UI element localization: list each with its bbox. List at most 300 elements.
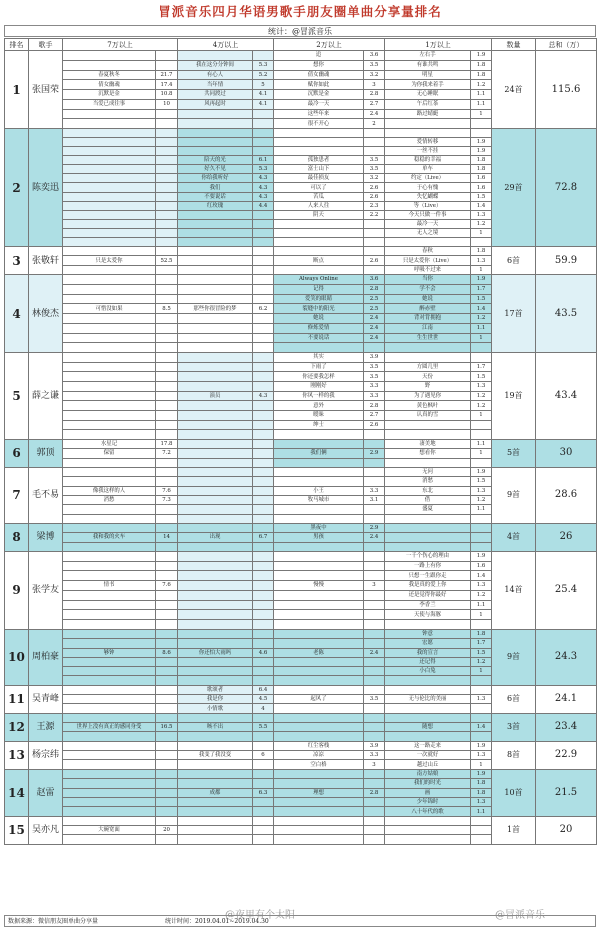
song-title (63, 401, 156, 411)
song-title: 随想 (385, 723, 471, 732)
song-title (63, 779, 156, 788)
song-title (63, 247, 156, 256)
song-title: 想看你 (385, 449, 471, 458)
song-value (156, 165, 178, 174)
song-value (156, 788, 178, 797)
share-total: 24.1 (536, 685, 597, 713)
song-title (63, 620, 156, 630)
song-title: 左右手 (385, 51, 471, 61)
song-title: 明星 (385, 70, 471, 80)
song-count: 6首 (492, 247, 536, 275)
song-title: 我们 (178, 183, 253, 192)
song-title: 最冷一天 (274, 99, 364, 109)
song-title: 只想一生跟你走 (385, 571, 471, 581)
song-title (63, 420, 156, 430)
song-title (274, 138, 364, 147)
song-value: 1 (471, 610, 492, 620)
song-title: 可惜没如果 (63, 304, 156, 314)
song-title (63, 667, 156, 676)
song-title: 理想 (274, 788, 364, 797)
song-title: 江南 (385, 323, 471, 333)
song-value: 4.3 (253, 192, 274, 201)
song-value: 1 (471, 109, 492, 119)
song-title (63, 713, 156, 722)
song-value: 2.6 (364, 420, 385, 430)
song-value: 1.8 (471, 247, 492, 256)
song-value (253, 581, 274, 591)
song-value: 3.3 (364, 486, 385, 495)
rank-cell: 10 (5, 629, 29, 685)
song-value (471, 420, 492, 430)
song-title: 我们俩 (274, 449, 364, 458)
song-title (274, 769, 364, 778)
song-value: 8.6 (156, 648, 178, 657)
song-title: 画 (385, 788, 471, 797)
song-title (63, 192, 156, 201)
song-value (364, 129, 385, 138)
song-title: 陪天的光 (178, 156, 253, 165)
song-title: 想你 (274, 60, 364, 70)
song-title: 老陈 (274, 648, 364, 657)
song-value: 1.4 (471, 571, 492, 581)
song-value (471, 620, 492, 630)
song-value: 1.3 (471, 797, 492, 806)
song-value (253, 228, 274, 237)
song-title (63, 362, 156, 372)
header-row (5, 39, 597, 51)
song-value: 1 (471, 667, 492, 676)
song-value: 1 (471, 410, 492, 420)
song-value (156, 751, 178, 760)
header-2w: 2万以上 (274, 39, 385, 51)
song-title: 刚刚好 (274, 381, 364, 391)
song-value (253, 590, 274, 600)
song-value (156, 797, 178, 806)
song-title (385, 119, 471, 129)
song-title: 可以了 (274, 183, 364, 192)
song-value (156, 294, 178, 304)
song-value (253, 275, 274, 285)
table-row (5, 685, 597, 694)
song-value: 1 (471, 228, 492, 237)
song-title (178, 219, 253, 228)
song-value (253, 779, 274, 788)
song-value (156, 704, 178, 713)
share-total: 26 (536, 523, 597, 551)
song-count: 17首 (492, 275, 536, 353)
song-value: 4.4 (253, 201, 274, 210)
song-value (156, 657, 178, 666)
song-title: 倩女幽魂 (274, 70, 364, 80)
song-title (63, 294, 156, 304)
song-title: 我是真的爱上你 (385, 581, 471, 591)
song-value (471, 713, 492, 722)
singer-name: 梁博 (29, 523, 63, 551)
song-value (156, 667, 178, 676)
song-title (274, 657, 364, 666)
song-title (274, 219, 364, 228)
song-title (178, 129, 253, 138)
song-value (156, 477, 178, 486)
song-value (364, 620, 385, 630)
song-title (274, 265, 364, 274)
singer-name: 赵雷 (29, 769, 63, 816)
song-value (253, 284, 274, 294)
song-value: 6.3 (253, 788, 274, 797)
song-title (63, 657, 156, 666)
song-title: 我在这分分钟间 (178, 60, 253, 70)
song-title (274, 551, 364, 561)
song-value (253, 620, 274, 630)
song-title (385, 533, 471, 542)
song-title (63, 807, 156, 816)
song-value: 6 (253, 751, 274, 760)
song-title (274, 676, 364, 685)
song-title (274, 514, 364, 523)
song-title (178, 779, 253, 788)
song-title: 最冷一天 (385, 219, 471, 228)
song-value: 7.6 (156, 581, 178, 591)
table-row (5, 629, 597, 638)
song-value (471, 835, 492, 844)
song-value: 7.2 (156, 449, 178, 458)
song-title: 背对背拥抱 (385, 314, 471, 324)
song-title (63, 676, 156, 685)
song-value: 1 (471, 449, 492, 458)
song-title: 于心有愧 (385, 183, 471, 192)
song-value: 5.3 (253, 60, 274, 70)
song-title: 我和我的火车 (63, 533, 156, 542)
song-value: 1 (471, 760, 492, 769)
song-title: 南方姑娘 (385, 769, 471, 778)
song-value (156, 505, 178, 514)
song-title (274, 713, 364, 722)
song-title (178, 294, 253, 304)
song-value: 1.3 (471, 581, 492, 591)
song-value (253, 732, 274, 741)
song-title: 借 (385, 495, 471, 504)
song-title: 出现 (178, 533, 253, 542)
singer-name: 张敬轩 (29, 247, 63, 275)
song-title: 小王 (274, 486, 364, 495)
song-title: 很不开心 (274, 119, 364, 129)
song-value (156, 314, 178, 324)
song-title (385, 620, 471, 630)
song-title: 成都 (178, 788, 253, 797)
song-value (156, 816, 178, 825)
song-value: 1.2 (471, 314, 492, 324)
song-value (471, 732, 492, 741)
song-title (274, 458, 364, 467)
song-value: 3.6 (364, 275, 385, 285)
rank-cell: 14 (5, 769, 29, 816)
song-title (178, 119, 253, 129)
song-value: 2.9 (364, 523, 385, 532)
song-value: 4 (253, 704, 274, 713)
song-value (253, 807, 274, 816)
song-title (178, 353, 253, 363)
share-total: 43.4 (536, 353, 597, 440)
song-title (63, 505, 156, 514)
song-title: 空白格 (274, 760, 364, 769)
song-title (274, 600, 364, 610)
song-title (274, 835, 364, 844)
song-title (63, 704, 156, 713)
page-title: 冒派音乐四月华语男歌手朋友圈单曲分享量排名 (0, 0, 600, 24)
rank-cell: 7 (5, 467, 29, 523)
song-title: 你风一样的我 (274, 391, 364, 401)
song-value: 2.7 (364, 410, 385, 420)
song-title (178, 147, 253, 156)
song-title (274, 237, 364, 246)
song-value: 3 (364, 760, 385, 769)
singer-name: 薛之谦 (29, 353, 63, 440)
song-value (156, 600, 178, 610)
song-value (253, 256, 274, 265)
song-title (178, 420, 253, 430)
song-value: 1.6 (471, 561, 492, 571)
song-value (471, 353, 492, 363)
song-title (274, 571, 364, 581)
song-value (364, 704, 385, 713)
song-value (253, 610, 274, 620)
song-title (63, 571, 156, 581)
song-value (253, 109, 274, 119)
song-value: 4.1 (253, 90, 274, 100)
song-value: 7.3 (156, 495, 178, 504)
song-value: 4.3 (253, 391, 274, 401)
stat-credit: 统计：@冒派音乐 (4, 25, 596, 37)
song-title (63, 343, 156, 353)
song-title (63, 119, 156, 129)
song-value: 3 (364, 80, 385, 90)
song-title (63, 201, 156, 210)
song-value (156, 247, 178, 256)
song-value: 1.2 (471, 590, 492, 600)
song-value (253, 561, 274, 571)
song-title: 歌颂者 (178, 685, 253, 694)
song-title (274, 542, 364, 551)
song-value: 14 (156, 533, 178, 542)
song-value (364, 769, 385, 778)
song-value (156, 183, 178, 192)
song-title (178, 657, 253, 666)
song-count: 4首 (492, 523, 536, 551)
song-title: 只是太爱你（Live） (385, 256, 471, 265)
song-value (156, 210, 178, 219)
song-title: 当爱已成往事 (63, 99, 156, 109)
song-title (63, 381, 156, 391)
song-title: 红玫瑰 (178, 201, 253, 210)
song-value (253, 410, 274, 420)
song-title (274, 129, 364, 138)
song-value (364, 571, 385, 581)
song-value (253, 835, 274, 844)
song-value (156, 620, 178, 630)
song-title: 爱笑的眼睛 (274, 294, 364, 304)
song-title: 绅士 (274, 420, 364, 430)
song-value (253, 495, 274, 504)
song-title: 我们的时光 (385, 779, 471, 788)
song-title: 消愁 (385, 477, 471, 486)
song-value: 1.1 (471, 90, 492, 100)
song-title (63, 391, 156, 401)
song-value (364, 590, 385, 600)
song-value: 2.4 (364, 323, 385, 333)
song-value (253, 797, 274, 806)
song-title (63, 237, 156, 246)
song-title (63, 816, 156, 825)
song-title (63, 219, 156, 228)
song-title (178, 410, 253, 420)
song-value (156, 542, 178, 551)
song-value: 2.4 (364, 648, 385, 657)
song-value (364, 657, 385, 666)
song-title (274, 723, 364, 732)
song-value: 1.9 (471, 467, 492, 476)
song-title (274, 797, 364, 806)
song-value (364, 430, 385, 440)
song-value: 10 (156, 99, 178, 109)
song-count: 8首 (492, 741, 536, 769)
song-value (156, 760, 178, 769)
song-value (253, 381, 274, 391)
song-value: 5 (253, 80, 274, 90)
rank-cell: 4 (5, 275, 29, 353)
song-value (253, 343, 274, 353)
song-title (385, 835, 471, 844)
song-value: 4.6 (253, 648, 274, 657)
song-title: 当你 (385, 275, 471, 285)
song-title (178, 676, 253, 685)
table-row (5, 713, 597, 722)
song-value (156, 323, 178, 333)
rank-cell: 6 (5, 439, 29, 467)
song-value (364, 505, 385, 514)
song-value (364, 561, 385, 571)
song-title (385, 816, 471, 825)
song-value: 2.4 (364, 109, 385, 119)
song-value: 3.9 (364, 353, 385, 363)
song-title (385, 129, 471, 138)
song-title (63, 760, 156, 769)
ranking-table (4, 38, 597, 845)
song-count: 29首 (492, 129, 536, 247)
song-value (471, 533, 492, 542)
song-title (178, 590, 253, 600)
song-value: 2.9 (364, 449, 385, 458)
song-value (364, 343, 385, 353)
song-value (364, 639, 385, 648)
song-title (63, 797, 156, 806)
song-value: 1.2 (471, 657, 492, 666)
song-value (471, 676, 492, 685)
song-title (178, 314, 253, 324)
song-value (253, 826, 274, 835)
song-value: 1.9 (471, 138, 492, 147)
song-value (156, 420, 178, 430)
song-value (253, 247, 274, 256)
rank-cell: 12 (5, 713, 29, 741)
song-title: 共同渡过 (178, 90, 253, 100)
song-title: 凄美地 (385, 439, 471, 448)
table-row (5, 247, 597, 256)
song-count: 24首 (492, 51, 536, 129)
song-title: 你还要我怎样 (274, 372, 364, 382)
song-value (364, 835, 385, 844)
song-title (178, 667, 253, 676)
song-title (178, 816, 253, 825)
song-value (253, 477, 274, 486)
song-value (253, 119, 274, 129)
song-title (63, 458, 156, 467)
song-value (156, 333, 178, 343)
song-title (63, 174, 156, 183)
song-title (63, 769, 156, 778)
song-title (274, 620, 364, 630)
song-title: 记得 (274, 284, 364, 294)
song-title: 像我这样的人 (63, 486, 156, 495)
song-title (63, 523, 156, 532)
song-title (274, 477, 364, 486)
song-value (364, 542, 385, 551)
song-value (364, 551, 385, 561)
song-title (63, 430, 156, 440)
rank-cell: 13 (5, 741, 29, 769)
song-value (156, 362, 178, 372)
song-value (156, 561, 178, 571)
song-title: 消愁 (63, 495, 156, 504)
song-value (364, 147, 385, 156)
singer-name: 陈奕迅 (29, 129, 63, 247)
song-title: 她说 (385, 294, 471, 304)
song-title (63, 751, 156, 760)
song-value: 3.1 (364, 495, 385, 504)
song-title: 野 (385, 381, 471, 391)
song-title: 失忆蝴蝶 (385, 192, 471, 201)
song-value (364, 265, 385, 274)
song-value: 2.6 (364, 256, 385, 265)
song-value (253, 294, 274, 304)
song-title (274, 147, 364, 156)
song-value: 3.3 (364, 751, 385, 760)
song-title (178, 372, 253, 382)
song-title: 倩女幽魂 (63, 80, 156, 90)
song-title: 咳不出 (178, 723, 253, 732)
song-title (178, 458, 253, 467)
song-value (364, 467, 385, 476)
song-title (385, 542, 471, 551)
song-value (156, 343, 178, 353)
song-title: Always Online (274, 275, 364, 285)
song-value: 6.4 (253, 685, 274, 694)
watermark-right: @冒派音乐 (495, 910, 545, 921)
song-title (178, 760, 253, 769)
song-title (63, 228, 156, 237)
song-title (178, 439, 253, 448)
song-value: 3.5 (364, 165, 385, 174)
song-value (156, 174, 178, 183)
song-value: 1.4 (471, 304, 492, 314)
song-value (364, 237, 385, 246)
song-value: 3.5 (364, 156, 385, 165)
song-title (385, 237, 471, 246)
song-value (364, 816, 385, 825)
song-title: 牧马城市 (274, 495, 364, 504)
song-value (364, 458, 385, 467)
song-value (156, 523, 178, 532)
song-value (364, 247, 385, 256)
